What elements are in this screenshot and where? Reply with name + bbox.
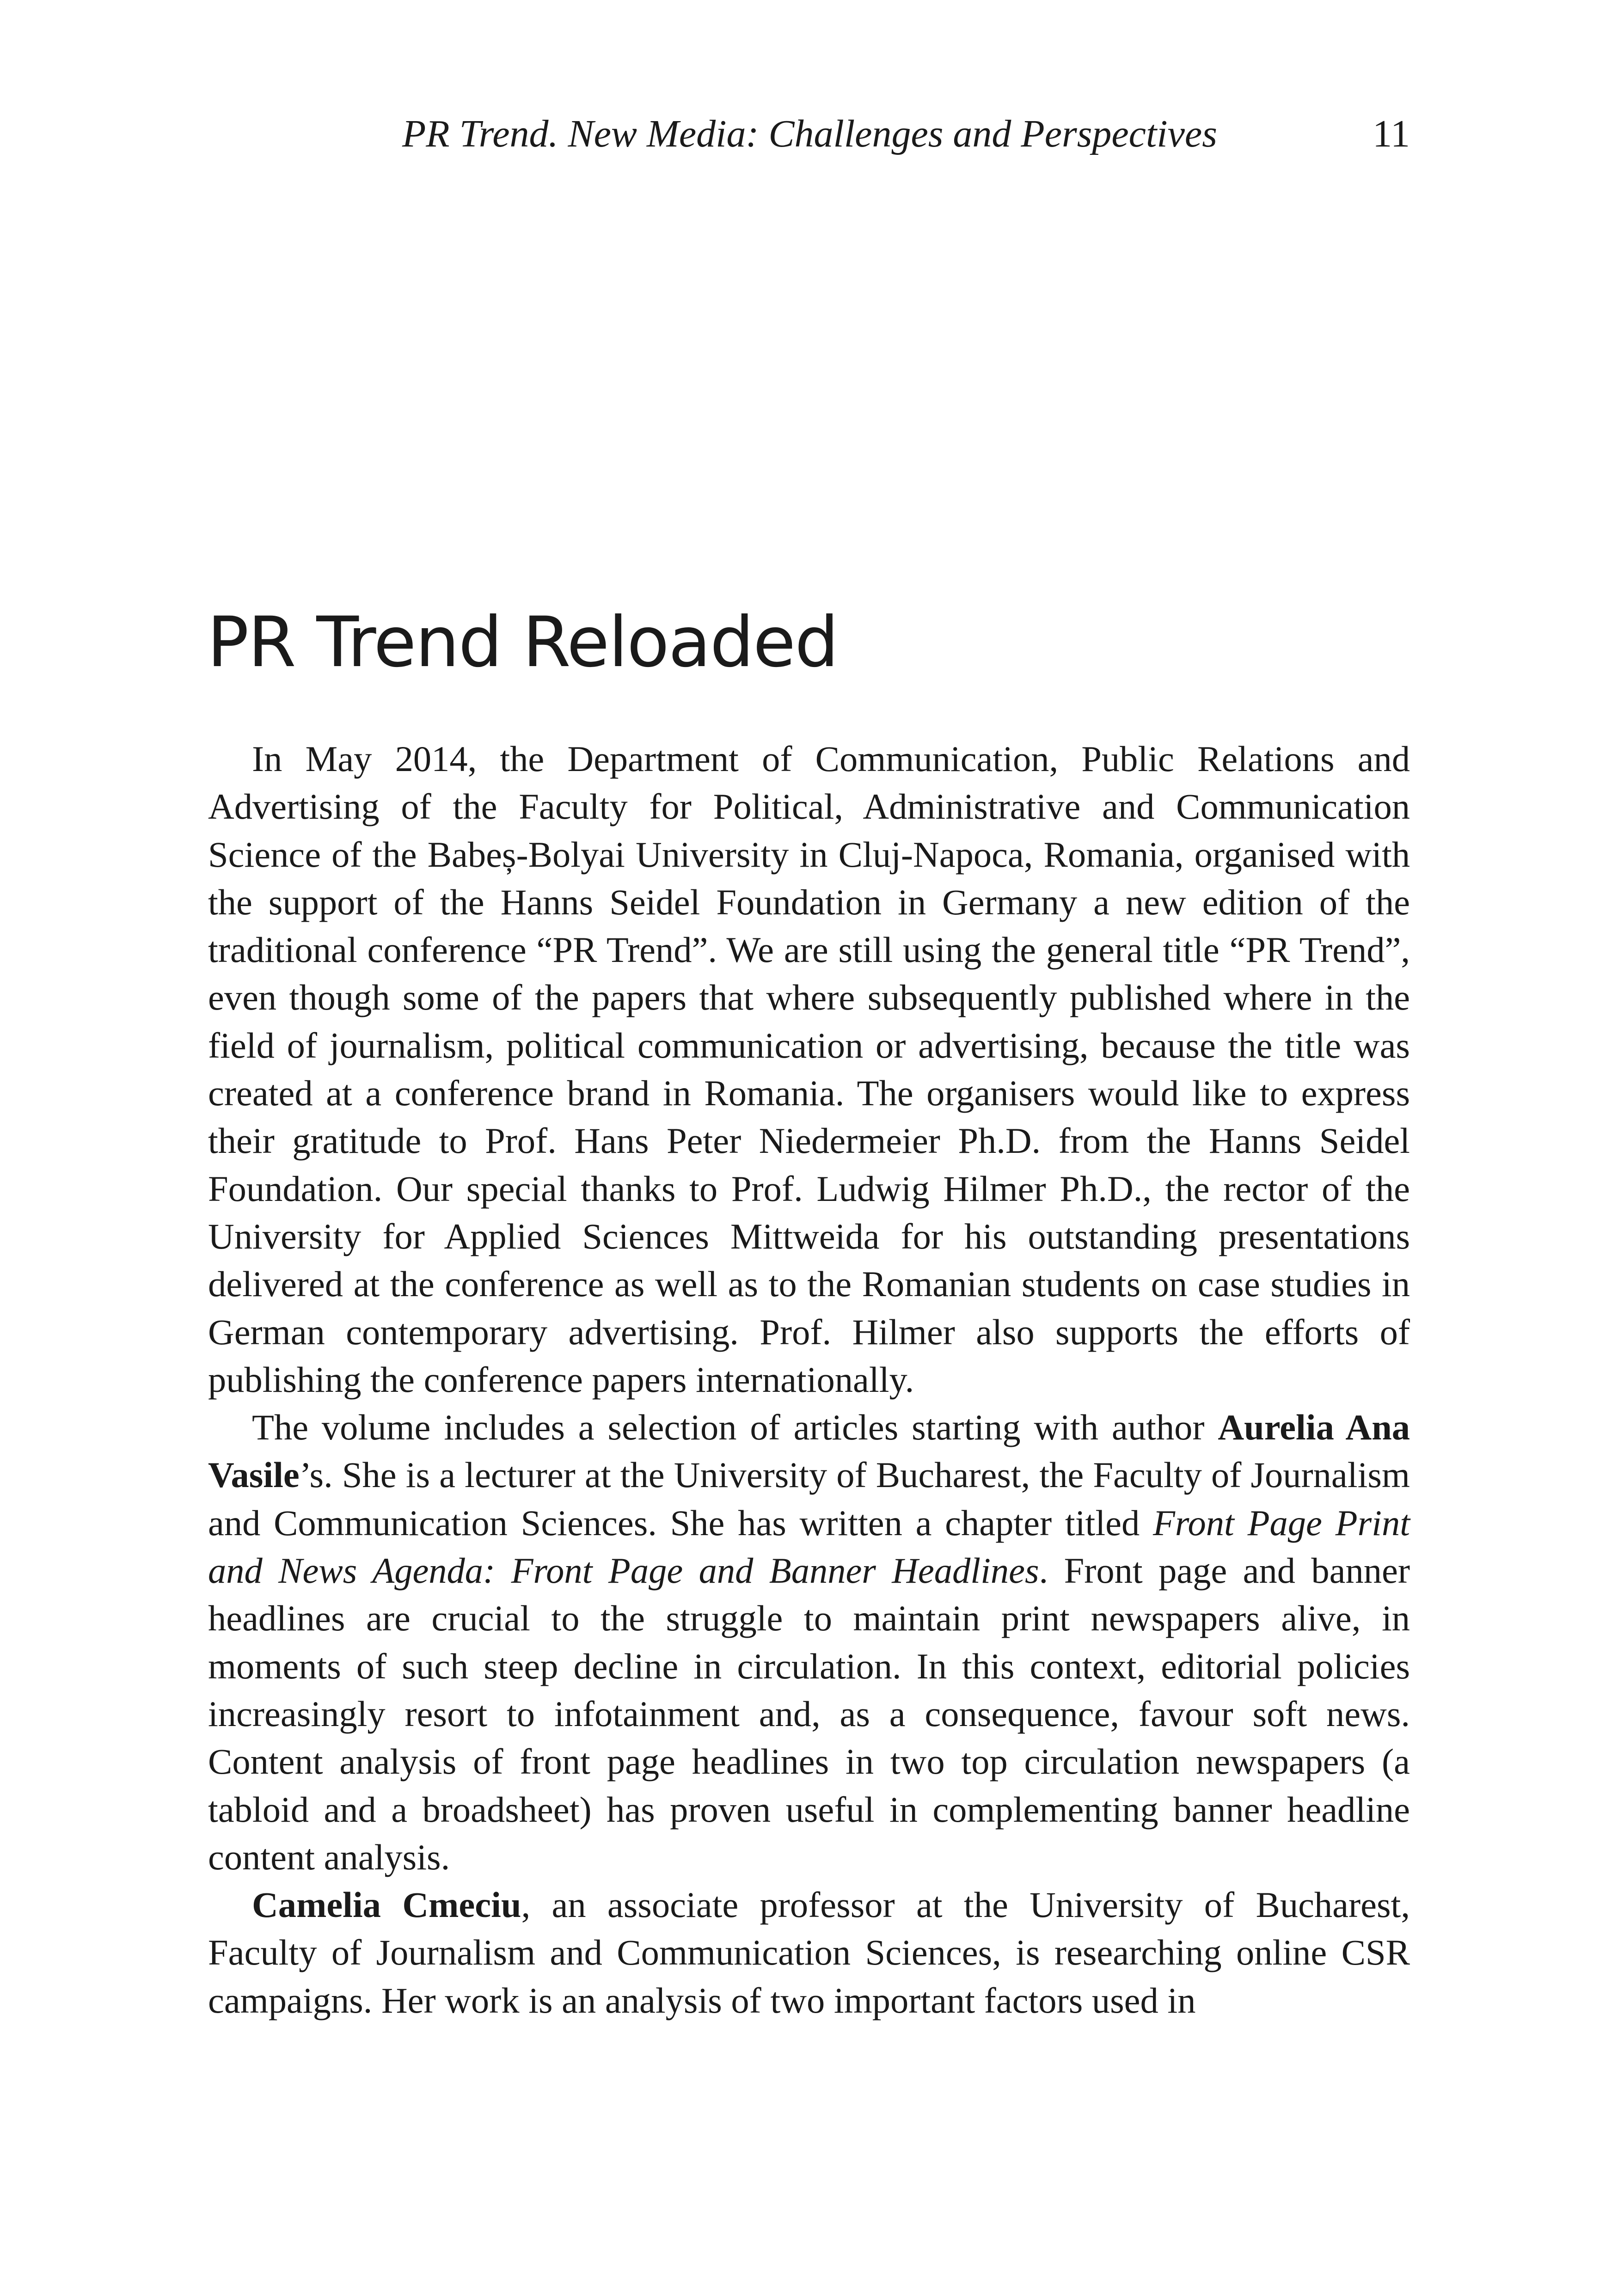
paragraph-2-rest: . Front page and banner headlines are crucial to the struggle to maintain print newspapers alive, in moments of such steep decline in circulation. In this context, editorial policies increasingly resort to infotainment and, as a consequence, favour soft news. Content analysis of front page headlines in two top circulation newspapers (a tabloid and a broadsheet) has proven useful in complementing banner headline content analysis. [208,1550,1410,1877]
running-header [208,106,1410,162]
chapter-title-reference: Front Page Print and News Agenda: Front Page and Banner Headlines [208,1502,1410,1591]
author-name-vasile: Aurelia Ana Vasile [208,1407,1410,1495]
page-number: 11 [1373,112,1410,155]
paragraph-2-after-author: ’s. She is a lecturer at the University of Bucharest, the Faculty of Journalism and Communication Sciences. She has written a chapter titled [208,1455,1410,1543]
paragraph-3 [208,1881,1410,2024]
paragraph-1-text: In May 2014, the Department of Communication, Public Relations and Advertising of the Faculty for Political, Administrative and Communication Science of the Babeș-Bolyai University in Cluj-Napoca, Romania, organised with the support of the Hanns Seidel Foundation in Germany a new edition of the traditional conference “PR Trend”. We are still using the general title “PR Trend”, even though some of the papers that where subsequently published where in the field of journalism, political communication or advertising, because the title was created at a conference brand in Romania. The organisers would like to express their gratitude to Prof. Hans Peter Niedermeier Ph.D. from the Hanns Seidel Foundation. Our special thanks to Prof. Ludwig Hilmer Ph.D., the rector of the University for Applied Sciences Mittweida for his outstanding presentations delivered at the conference as well as to the Romanian students on case studies in German contemporary advertising. Prof. Hilmer also supports the efforts of publishing the conference papers internationally. [208,739,1410,1400]
paragraph-2-intro: The volume includes a selection of articles starting with author [252,1407,1218,1448]
author-name-cmeciu: Camelia Cmeciu [252,1885,521,1925]
body-text [208,735,1410,2024]
paragraph-1 [208,735,1410,1403]
paragraph-3-rest: , an associate professor at the University of Bucharest, Faculty of Journalism and Communication Sciences, is researching online CSR campaigns. Her work is an analysis of two important factors used in [208,1885,1410,2020]
chapter-title: PR Trend Reloaded [207,602,838,683]
paragraph-2 [208,1403,1410,1881]
running-title: PR Trend. New Media: Challenges and Perspectives [402,112,1217,155]
